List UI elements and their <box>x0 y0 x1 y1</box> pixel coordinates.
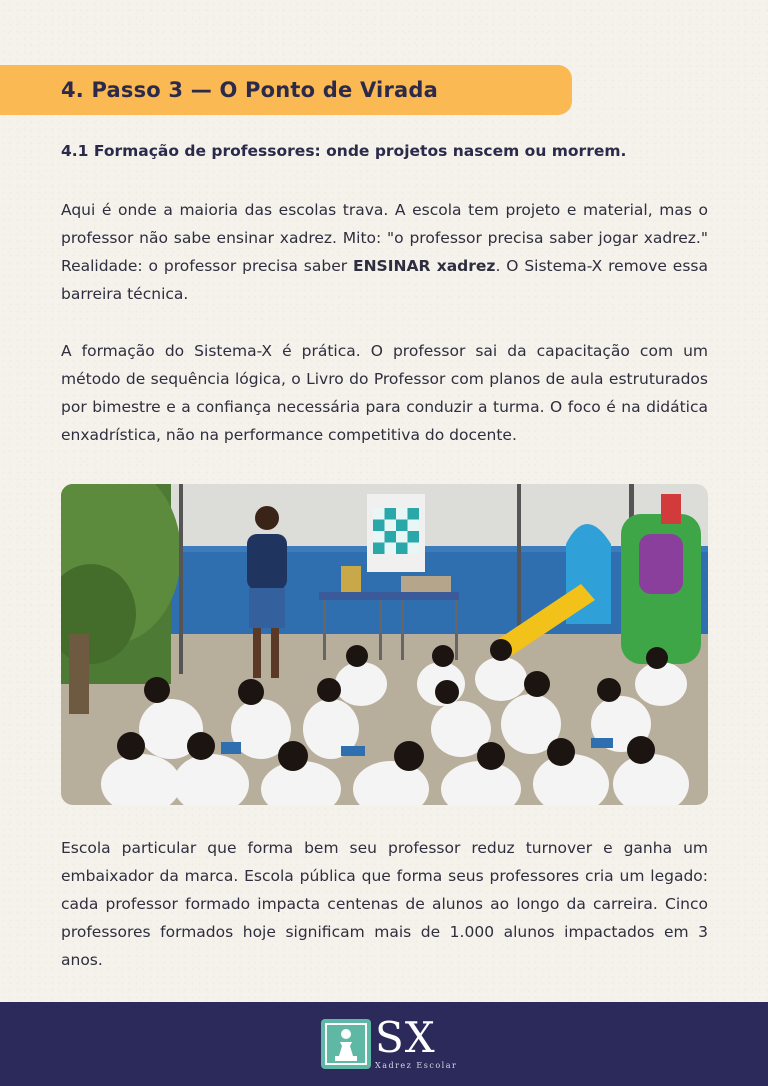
logo-text: SX <box>375 1013 436 1062</box>
paragraph-intro-before: Aqui é onde a maioria das escolas trava. A escola tem projeto e material, mas o professor não sabe ensinar xadrez. Mito: "o professor precisa saber jogar xadrez." Realidade: o professor precisa saber <box>61 201 708 275</box>
chess-pawn-icon <box>321 1019 371 1069</box>
logo-subtitle: Xadrez Escolar <box>375 1061 458 1070</box>
paragraph-intro-emphasis: ENSINAR xadrez <box>352 257 496 275</box>
paragraph-legacy: Escola particular que forma bem seu professor reduz turnover e ganha um embaixador da marca. Escola pública que forma seus professores cria um legado: cada professor formado impacta centenas de alunos ao longo da carreira. Cinco professores formados hoje significam mais de 1.000 alunos impactados em 3 anos. <box>61 839 708 969</box>
section-title: 4. Passo 3 — O Ponto de Virada <box>61 78 438 102</box>
subsection-title: 4.1 Formação de professores: onde projetos nascem ou morrem. <box>61 142 627 160</box>
classroom-photo <box>61 484 708 805</box>
paragraph-intro <box>61 196 708 308</box>
footer-logo <box>321 1013 458 1071</box>
paragraph-intro-after: . O Sistema-X remove essa barreira técnica. <box>61 257 708 303</box>
paragraph-training: A formação do Sistema-X é prática. O professor sai da capacitação com um método de sequência lógica, o Livro do Professor com planos de aula estruturados por bimestre e a confiança necessária para conduzir a turma. O foco é na didática enxadrística, não na performance competitiva do docente. <box>61 342 708 444</box>
section-banner <box>0 65 572 115</box>
